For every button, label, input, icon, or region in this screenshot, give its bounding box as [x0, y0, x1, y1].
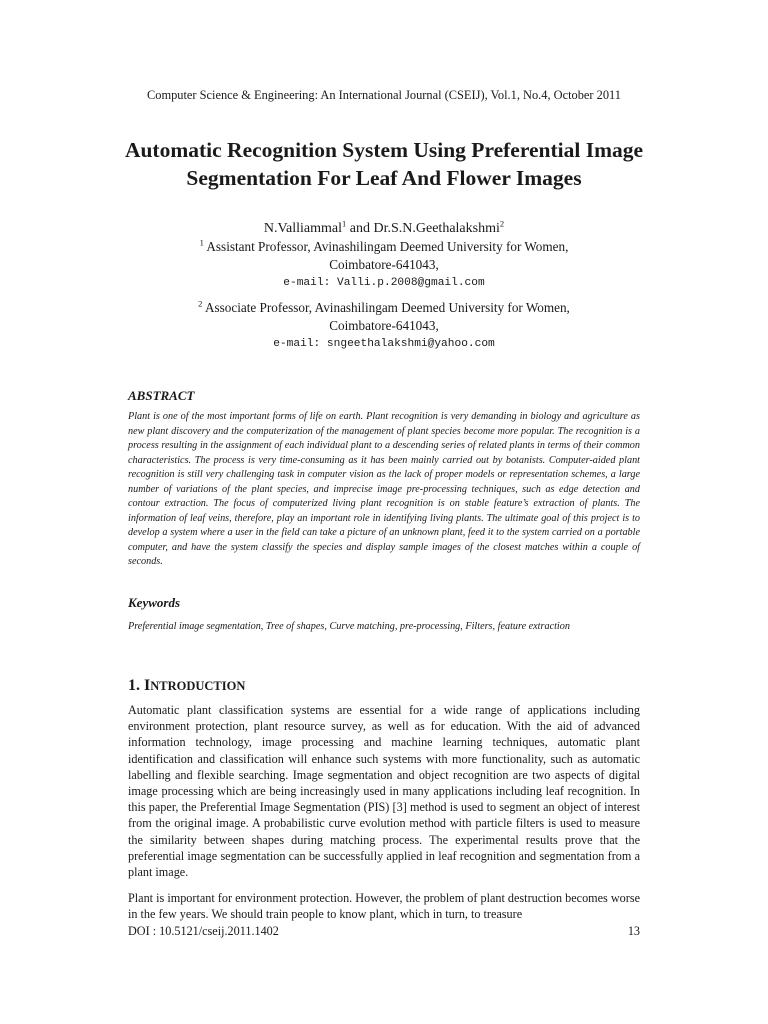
affiliation-2-sup: 2	[198, 298, 203, 309]
affiliation-2-email: e-mail: sngeethalakshmi@yahoo.com	[273, 338, 495, 350]
author-1: N.Valliammal	[263, 221, 343, 236]
introduction-paragraph-2: Plant is important for environment protection. However, the problem of plant destruction becomes worse in the few years. We should train people to know plant, which in turn, to treasure	[128, 891, 640, 922]
journal-header: Computer Science & Engineering: An International Journal (CSEIJ), Vol.1, No.4, October 2011	[147, 88, 621, 102]
introduction-number: 1. I	[128, 677, 151, 694]
author-2-sup: 2	[499, 218, 505, 229]
affiliation-2	[0, 299, 768, 353]
author-2: Dr.S.N.Geethalakshmi	[373, 221, 500, 236]
abstract-heading: ABSTRACT	[128, 388, 195, 403]
page-number: 13	[627, 924, 640, 938]
footer-doi: DOI : 10.5121/cseij.2011.1402	[128, 924, 279, 938]
keywords-heading: Keywords	[128, 595, 180, 610]
paper-title: Automatic Recognition System Using Preferential Image Segmentation For Leaf And Flower Images	[124, 138, 644, 190]
introduction-heading-rest: NTRODUCTION	[150, 679, 246, 693]
author-joiner: and	[346, 221, 374, 236]
abstract-text: Plant is one of the most important forms of life on earth. Plant recognition is very demanding in biology and agriculture as new plant discovery and the computerization of the management of plant species become more popular. The recognition is a process resulting in the assignment of each individual plant to a descending series of related plants in terms of their common characteristics. The process is very time-consuming as it has been mainly carried out by botanists. Computer-aided plant recognition is still very challenging task in computer vision as the lack of proper models or representation schemes, a large number of variations of the plant species, and imprecise image pre-processing techniques, such as edge detection and contour extraction. The focus of computerized living plant recognition is on stable feature’s extraction of plants. The information of leaf veins, therefore, play an important role in identifying living plants. The ultimate goal of this project is to develop a system where a user in the field can take a picture of an unknown plant, feed it to the system carried on a portable computer, and have the system classify the species and display sample images of the closest matches within a couple of seconds.	[128, 411, 640, 567]
keywords-text: Preferential image segmentation, Tree of shapes, Curve matching, pre-processing, Filters, feature extraction	[128, 621, 570, 632]
affiliation-1-email: e-mail: Valli.p.2008@gmail.com	[283, 277, 485, 289]
author-line	[0, 220, 768, 238]
affiliation-2-line1: Associate Professor, Avinashilingam Deemed University for Women,	[204, 300, 570, 315]
introduction-heading	[128, 677, 245, 695]
affiliation-1-line1: Assistant Professor, Avinashilingam Deemed University for Women,	[206, 239, 569, 254]
introduction-paragraph-1: Automatic plant classification systems are essential for a wide range of applications including environment protection, plant resource survey, as well as for education. With the aid of advanced information technology, image processing and machine learning techniques, automatic plant identification and classification will enhance such systems with more functionality, such as automatic labelling and flexible searching. Image segmentation and object recognition are two aspects of digital image processing which are being increasingly used in many applications including leaf recognition. In this paper, the Preferential Image Segmentation (PIS) [3] method is used to segment an object of interest from the original image. A probabilistic curve evolution method with particle filters is used to measure the similarity between shapes during matching process. The experimental results prove that the preferential image segmentation can be successfully applied in leaf recognition and segmentation from a plant image.	[128, 703, 640, 880]
affiliation-1-sup: 1	[199, 237, 204, 248]
affiliation-1-line2: Coimbatore-641043,	[329, 257, 439, 272]
affiliation-2-line2: Coimbatore-641043,	[329, 318, 439, 333]
affiliation-1	[0, 238, 768, 292]
author-1-sup: 1	[342, 218, 347, 229]
introduction-body	[128, 702, 640, 933]
